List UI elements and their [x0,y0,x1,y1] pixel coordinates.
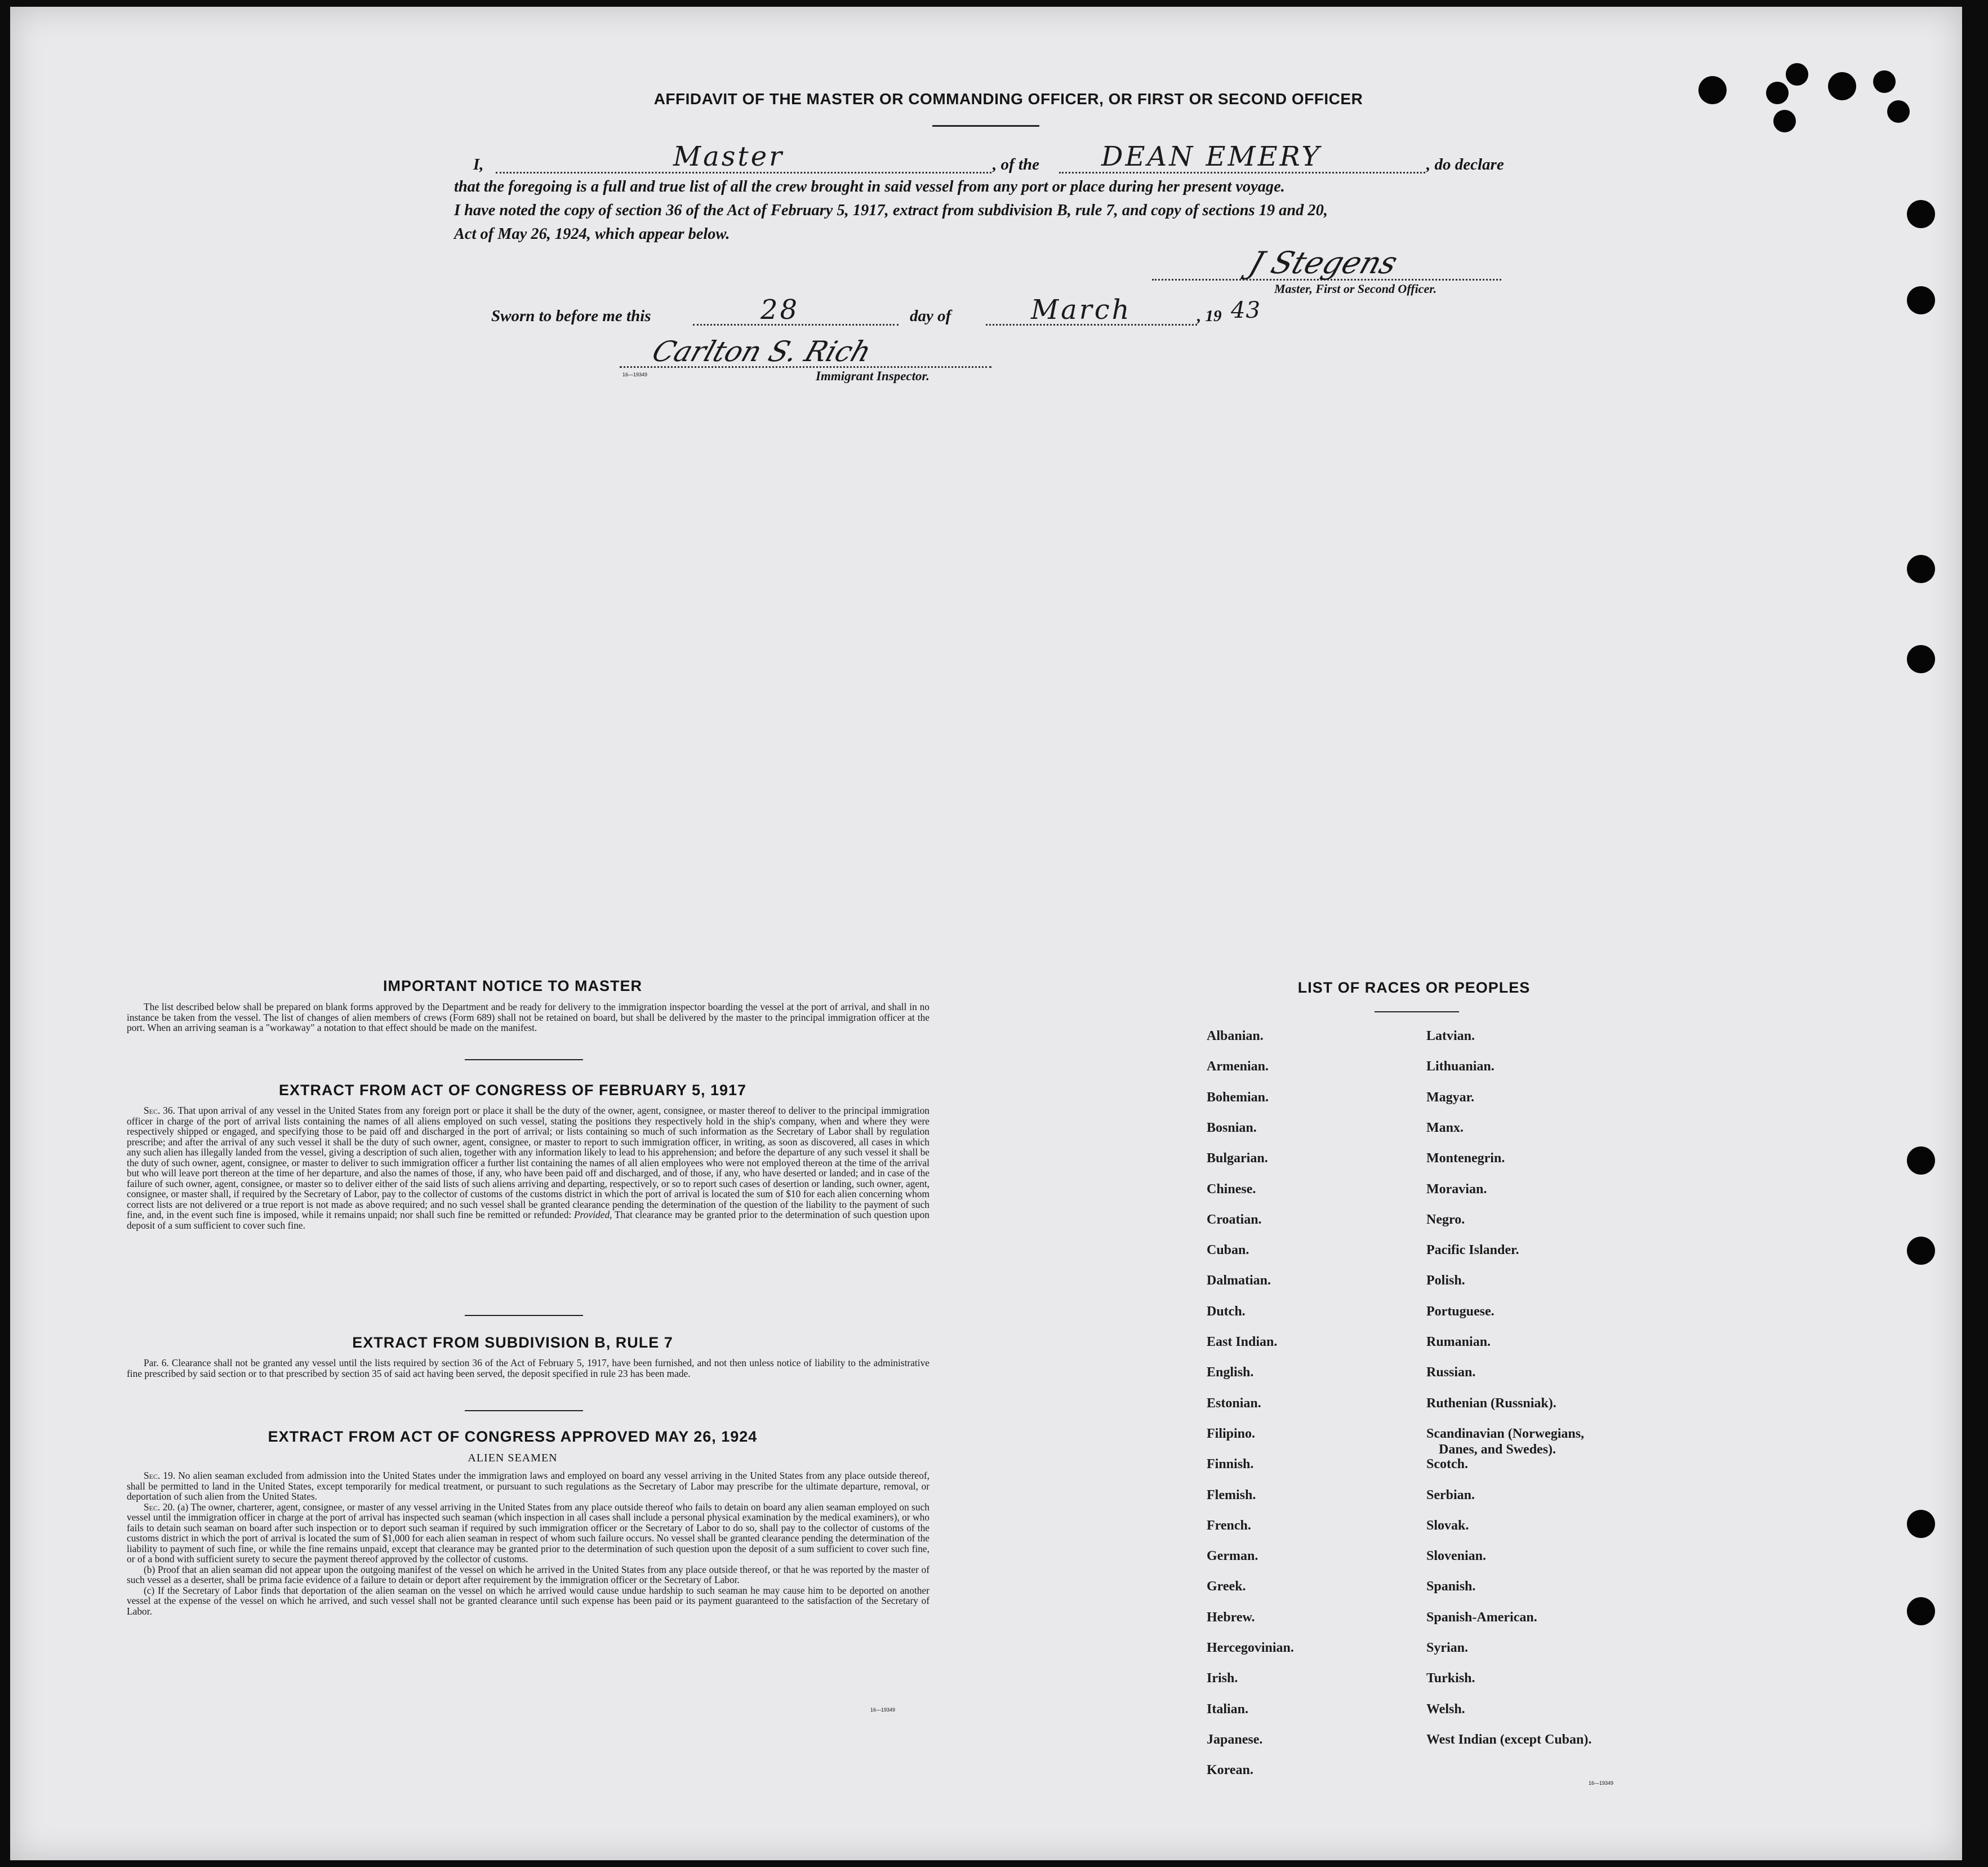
race-item: Slovak. [1426,1518,1469,1533]
month-value: March [1031,294,1132,326]
race-item: French. [1207,1518,1251,1533]
race-item: Ruthenian (Russniak). [1426,1395,1556,1411]
race-item: Pacific Islander. [1426,1243,1519,1258]
race-item: Danes, and Swedes). [1439,1442,1556,1457]
race-item: Montenegrin. [1426,1151,1505,1166]
race-item: Armenian. [1207,1059,1269,1074]
race-item: Hercegovinian. [1207,1641,1294,1655]
race-item: Chinese. [1207,1181,1256,1197]
affidavit-line-3: I have noted the copy of section 36 of the Act of February 5, 1917, extract from subdivision B, rule 7, and copy of sections 19 and 20, [454,202,1328,219]
extract-1924-body [127,1470,929,1616]
sec-19-label: Sec. 19. [144,1470,176,1481]
provided-label: Provided, [574,1209,612,1220]
inspector-line [620,366,991,368]
affidavit-line-4: Act of May 26, 1924, which appear below. [454,225,730,243]
sec-36-text-end: That clearance may be granted prior to the determination of such question upon deposit of a sum sufficient to cover such fine. [127,1209,929,1231]
races-divider [1375,1011,1459,1012]
race-item: Scotch. [1426,1457,1468,1472]
race-item: Lithuanian. [1426,1059,1495,1074]
race-item: Italian. [1207,1701,1249,1717]
sec-19-text: No alien seaman excluded from admission into the United States under the immigration laws and employed on board any vessel arriving in the United States from any place outside thereof, shall be permitted to land in the United States, except temporarily for medical treatment, or pursuant to such regulations as the Secretary of Labor may prescribe for the ultimate departure, removal, or deportation of such alien from the United States. [127,1470,929,1502]
sworn-label: Sworn to before me this [491,307,651,325]
section-divider [465,1059,583,1060]
race-item: East Indian. [1207,1335,1278,1349]
sec-36-label: Sec. 36. [144,1105,175,1116]
race-item: Russian. [1426,1365,1476,1380]
race-item: Bosnian. [1207,1120,1257,1135]
race-item: Irish. [1207,1671,1238,1686]
punch-hole [1907,1597,1935,1625]
sec-20-label: Sec. 20. [144,1501,175,1513]
punch-hole [1873,70,1896,93]
notice-title: IMPORTANT NOTICE TO MASTER [383,977,642,994]
inspector-caption: Immigrant Inspector. [816,369,929,383]
race-item: Polish. [1426,1273,1465,1288]
inspector-signature: Carlton S. Rich [648,335,875,368]
punch-hole [1907,1237,1935,1265]
race-item: Turkish. [1426,1671,1475,1686]
extract-1917-title: EXTRACT FROM ACT OF CONGRESS OF FEBRUARY 5, 1917 [278,1082,747,1099]
race-item: Bohemian. [1207,1090,1269,1105]
race-item: Manx. [1426,1120,1464,1135]
race-item: West Indian (except Cuban). [1426,1732,1592,1747]
officer-signature: J Stegens [1244,245,1402,281]
race-item: Spanish-American. [1426,1610,1537,1625]
i-label: I, [473,155,484,174]
race-item: Albanian. [1207,1029,1264,1043]
race-item: Japanese. [1207,1732,1263,1747]
extract-1917-body [127,1105,929,1230]
races-title: LIST OF RACES OR PEOPLES [1297,979,1531,996]
race-item: Korean. [1207,1763,1253,1778]
race-item: Syrian. [1426,1641,1469,1655]
title-divider [932,125,1039,127]
extract-1924-title: EXTRACT FROM ACT OF CONGRESS APPROVED MAY 26, 1924 [268,1428,758,1445]
races-form-number: 16—19349 [1589,1780,1614,1786]
notice-body [127,1002,929,1033]
vessel-value: DEAN EMERY [1101,141,1322,172]
punch-hole [1828,72,1856,100]
race-item: Dutch. [1207,1304,1246,1319]
race-item: Spanish. [1426,1579,1476,1594]
do-declare-label: , do declare [1426,155,1504,174]
punch-hole [1786,63,1808,86]
punch-hole [1773,110,1796,132]
section-divider [465,1315,583,1316]
race-item: Croatian. [1207,1212,1262,1227]
punch-hole [1907,200,1935,228]
alien-seamen-subtitle: ALIEN SEAMEN [468,1452,558,1464]
race-item: Greek. [1207,1579,1246,1594]
race-item: Moravian. [1426,1181,1487,1197]
punch-hole [1698,76,1727,104]
punch-hole [1907,286,1935,314]
affidavit-title: AFFIDAVIT OF THE MASTER OR COMMANDING OFFICER, OR FIRST OR SECOND OFFICER [653,90,1363,108]
race-item: Slovenian. [1426,1549,1487,1564]
section-divider [465,1410,583,1411]
extract-rule7-title: EXTRACT FROM SUBDIVISION B, RULE 7 [352,1334,673,1351]
race-item: Cuban. [1207,1243,1249,1258]
race-item: Portuguese. [1426,1304,1495,1319]
affidavit-line-2: that the foregoing is a full and true list of all the crew brought in said vessel from any port or place during her present voyage. [454,178,1285,195]
year-prefix: , 19 [1197,307,1222,325]
sec-36-text: That upon arrival of any vessel in the United States from any foreign port or place it shall be the duty of the owner, agent, consignee, or master thereof to deliver to the principal immigration officer in charge of the port of arrival lists containing the names of all aliens employed on such vessel, stating the positions they respectively hold in the ship's company, when and where they were respectively shipped or engaged, and specifying those to be paid off and discharged in the port of arrival; or lists containing so much of such information as the Secretary of Labor shall by regulation prescribe; and after the arrival of any such vessel it shall be the duty of such owner, agent, consignee, or master to report to such immigration officer, in writing, as soon as discovered, all cases in which any such alien has illegally landed from the vessel, giving a description of such alien, together with any information likely to lead to his apprehension; and before the departure of any such vessel it shall be the duty of such owner, agent, consignee, or master to deliver to such immigration officer a further list containing the names of all alien employees who were not employed thereon at the time of the arrival but who will leave port thereon at the time of her departure, and also the names of those, if any, who have been paid off and discharged, and of those, if any, who have deserted or landed; and in case of the failure of such owner, agent, consignee, or master so to deliver either of the said lists of such aliens arriving and departing, respectively, or so to report such cases of desertion or landing, such owner, agent, consignee, or master shall, if required by the Secretary of Labor, pay to the collector of customs of the customs district in which the port of arrival is located the sum of $10 for each alien concerning whom correct lists are not delivered or a true report is not made as above required; and no such vessel shall be granted clearance pending the determination of the question of the liability to the payment of such fine, and, in the event such fine is imposed, while it remains unpaid; nor shall such fine be remitted or refunded: [127,1105,929,1220]
officer-caption: Master, First or Second Officer. [1274,282,1437,296]
day-of-label: day of [910,307,951,325]
day-value: 28 [760,294,800,326]
punch-hole [1766,82,1789,104]
year-value: 43 [1231,297,1261,323]
race-item: Welsh. [1426,1701,1465,1717]
race-item: Dalmatian. [1207,1273,1271,1288]
race-item: English. [1207,1365,1254,1380]
punch-hole [1887,100,1910,123]
punch-hole [1907,1510,1935,1538]
rule7-text: Par. 6. Clearance shall not be granted any vessel until the lists required by section 36 of the Act of February 5, 1917, have been furnished, and not then unless notice of liability to the administrative fine prescribed by said section or to that prescribed by section 35 of said act having been served, the deposit specified in rule 23 has been made. [127,1357,929,1379]
race-item: Finnish. [1207,1457,1254,1472]
extract-rule7-body [127,1358,929,1379]
sec-20c-text: (c) If the Secretary of Labor finds that deportation of the alien seaman on the vessel on which he arrived would cause undue hardship to such seaman he may cause him to be deported on another vessel at the expense of the vessel on which he arrived, and such vessel shall not be granted clearance until such expense has been paid or its payment guaranteed to the satisfaction of the Secretary of Labor. [127,1584,929,1617]
race-item: Filipino. [1207,1426,1256,1441]
race-item: Serbian. [1426,1487,1475,1503]
sec-20a-text: (a) The owner, charterer, agent, consignee, or master of any vessel arriving in the United States from any place outside thereof who fails to detain on board any alien seaman employed on such vessel until the immigration officer in charge at the port of arrival has inspected such seaman (which inspection in all cases shall include a personal physical examination by the medical examiners), or who fails to detain such seaman on board after such inspection or to deport such seaman if required by such immigration officer or the Secretary of Labor to do so, shall pay to the collector of customs of the customs district in which the port of arrival is located the sum of $1,000 for each alien seaman in respect of whom such failure occurs. No vessel shall be granted clearance pending the determination of the liability to payment of such fine, or while the fine remains unpaid, except that clearance may be granted prior to the determination of such question upon the deposit of a sum sufficient to cover such fine, or of a bond with sufficient surety to secure the payment thereof approved by the collector of customs. [127,1501,929,1564]
race-item: Scandinavian (Norwegians, [1426,1426,1585,1441]
form-number: 16—19349 [870,1707,896,1713]
race-item: Rumanian. [1426,1335,1491,1349]
race-item: Latvian. [1426,1029,1475,1043]
race-item: Hebrew. [1207,1610,1255,1625]
punch-hole [1907,1146,1935,1175]
of-the-label: , of the [993,155,1039,174]
form-number-small: 16—19349 [622,372,648,377]
race-item: Bulgarian. [1207,1151,1268,1166]
race-item: Negro. [1426,1212,1465,1227]
master-value: Master [673,141,785,172]
punch-hole [1907,555,1935,583]
punch-hole [1907,645,1935,673]
sec-20b-text: (b) Proof that an alien seaman did not appear upon the outgoing manifest of the vessel on which he arrived in the United States from any place outside thereof, or that he was reported by the master of such vessel as a deserter, shall be prima facie evidence of a failure to detain or deport after requirement by the immigration officer or the Secretary of Labor. [127,1563,929,1585]
race-item: Flemish. [1207,1487,1256,1503]
notice-text: The list described below shall be prepared on blank forms approved by the Department and be ready for delivery to the immigration inspector boarding the vessel at the port of arrival, and shall in no instance be taken from the vessel. The list of changes of alien members of crews (Form 689) shall not be retained on board, but shall be delivered by the master to the principal immigration officer at the port. When an arriving seaman is a "workaway" a notation to that effect should be made on the manifest. [127,1001,929,1033]
race-item: Magyar. [1426,1090,1475,1105]
race-item: Estonian. [1207,1395,1261,1411]
race-item: German. [1207,1549,1258,1564]
